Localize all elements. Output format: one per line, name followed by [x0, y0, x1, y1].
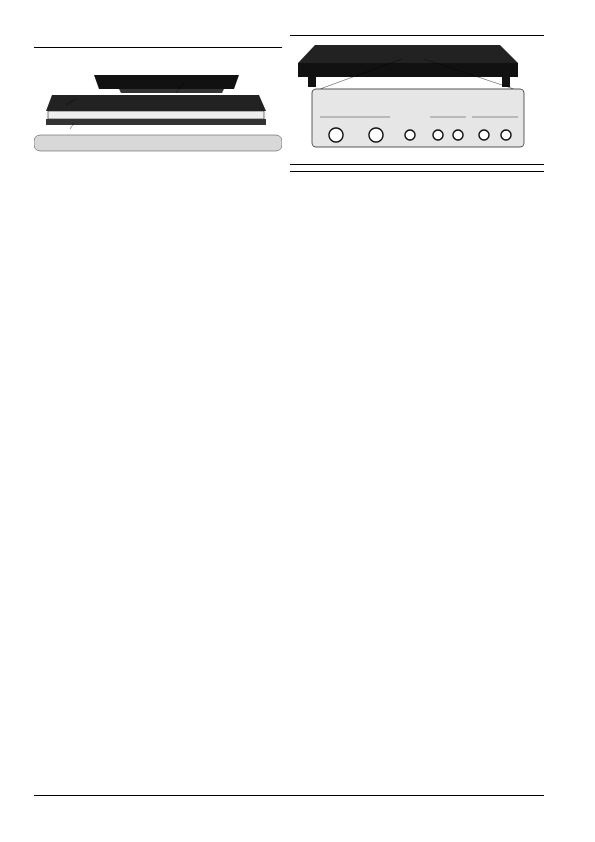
front-panel-illustration — [34, 53, 282, 153]
jack-panel — [312, 89, 524, 147]
right-column — [290, 30, 544, 177]
piano-body — [46, 95, 266, 111]
footer-rule — [34, 795, 544, 796]
output-right-jack — [479, 130, 489, 140]
input-right-jack — [433, 130, 443, 140]
music-stand — [94, 75, 239, 89]
left-column — [34, 30, 282, 159]
midi-in-jack — [369, 128, 383, 142]
comm-panel-illustration — [290, 41, 544, 151]
midi-out-jack — [329, 128, 343, 142]
power-on-title — [290, 163, 544, 165]
keyboard — [48, 111, 264, 119]
input-lmono-jack — [453, 130, 463, 140]
comm-panel-title — [290, 34, 544, 36]
pedal-jack — [405, 130, 415, 140]
front-panel-title — [34, 46, 282, 48]
volume-title — [290, 170, 544, 172]
control-strip — [34, 135, 282, 151]
output-lmono-jack — [501, 130, 511, 140]
